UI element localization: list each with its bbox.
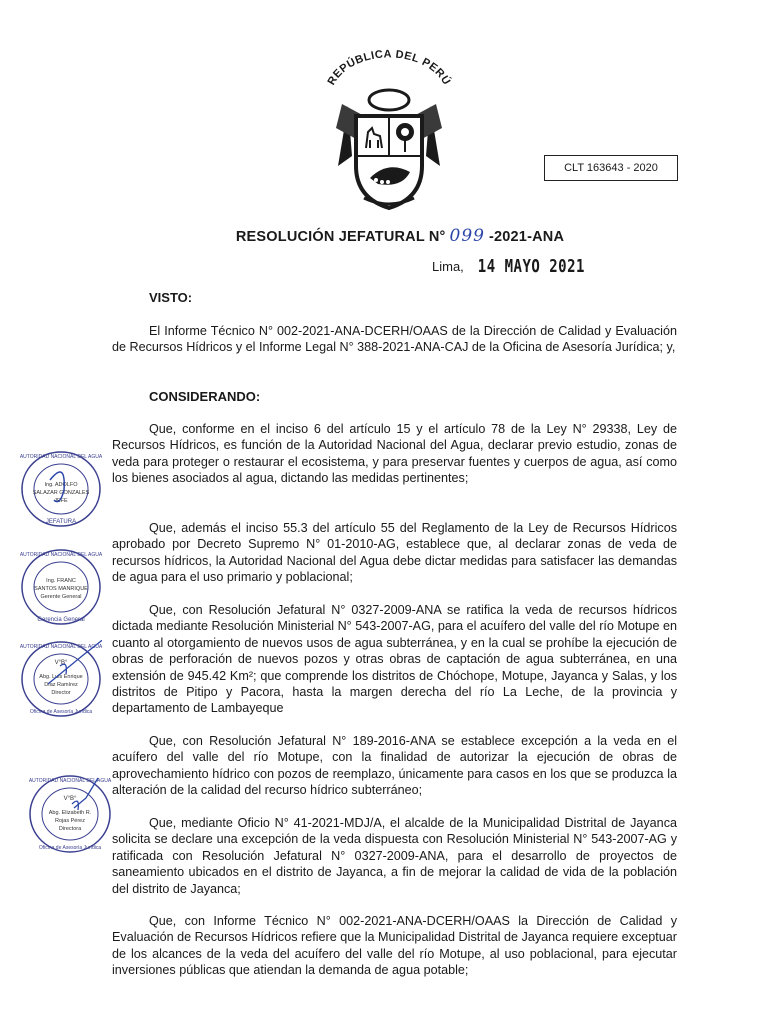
considerando-paragraph-4: Que, con Resolución Jefatural N° 189-2016-ANA se establece excepción a la veda en el acuífero del valle del río Motupe, con la finalidad de autorizar la ejecución de obras de aprovechamiento hídrico con pozos de reemplazo, únicamente para casos en los que se produzca la alteración de la calidad del recurso hídrico subterráneo; — [112, 734, 677, 798]
seal-asesoria-juridica-1 — [20, 640, 102, 718]
visto-heading: VISTO: — [149, 290, 193, 305]
considerando-heading: CONSIDERANDO: — [149, 389, 261, 404]
considerando-paragraph-2: Que, además el inciso 55.3 del artículo 55 del Reglamento de la Ley de Recursos Hídricos aprobado por Decreto Supremo N° 01-2010-AG, establece que, al declarar zonas de veda de recursos hídricos, la Autoridad Nacional del Agua debe dictar medidas para satisfacer las demandas de agua para el uso primario y poblacional; — [112, 521, 677, 585]
considerando-paragraph-1: Que, conforme en el inciso 6 del artículo 15 y el artículo 78 de la Ley N° 29338, Ley de Recursos Hídricos, es función de la Autoridad Nacional del Agua, declarar previo estudio, zonas de veda para proteger o restaurar el ecosistema, y para preservar fuentes y cuerpos de agua, así como los bienes asociados al agua, dictando las medidas pertinentes; — [112, 422, 677, 486]
considerando-paragraph-3: Que, con Resolución Jefatural N° 0327-2009-ANA se ratifica la veda de recursos hídricos dictada mediante Resolución Ministerial N° 543-2007-AG, para el acuífero del valle del río Motupe en cuanto al otorgamiento de nuevos usos de agua subterránea, y en la cual se prohíbe la ejecución de obras de perforación de nuevos pozos y otras obras de captación de agua subterránea, en una extensión de 945.42 Km²; que comprende los distritos de Chóchope, Motupe, Jayanca y Salas, y los distritos de Pitipo y Pacora, hasta la margen derecha del río La Leche, de la provincia y departamento de Lambayeque — [112, 603, 677, 716]
seal-jefatura — [20, 450, 102, 528]
date-stamp: 14 MAYO 2021 — [477, 257, 585, 277]
seal-gerencia-general — [20, 548, 102, 626]
svg-text:Rojas Pérez: Rojas Pérez — [55, 818, 85, 824]
date-line — [432, 259, 585, 275]
svg-text:REPÚBLICA DEL PERÚ — [325, 48, 453, 87]
svg-text:Gerente General: Gerente General — [40, 594, 82, 600]
svg-text:Díaz Ramírez: Díaz Ramírez — [44, 682, 78, 688]
svg-text:V°B°: V°B° — [63, 796, 77, 802]
peru-coat-of-arms — [318, 48, 460, 214]
resolution-title — [0, 226, 768, 246]
visto-paragraph: El Informe Técnico N° 002-2021-ANA-DCERH/OAAS de la Dirección de Calidad y Evaluación de Recursos Hídricos y el Informe Legal N° 388-2021-ANA-CAJ de la Oficina de Asesoría Jurídica; y, — [112, 324, 677, 355]
country-arc-text: REPÚBLICA DEL PERÚ — [325, 48, 453, 88]
svg-text:Director: Director — [51, 690, 71, 696]
svg-text:Abg. Elizabeth R.: Abg. Elizabeth R. — [48, 810, 92, 816]
svg-text:Ing. FRANC: Ing. FRANC — [46, 578, 76, 584]
svg-text:JEFE: JEFE — [54, 498, 68, 504]
considerando-paragraph-6: Que, con Informe Técnico N° 002-2021-ANA-DCERH/OAAS la Dirección de Calidad y Evaluación de Recursos Hídricos refiere que la Municipalidad Distrital de Jayanca requiere exceptuar de los alcances de la veda del acuífero del valle del río Motupe, al uso poblacional, para ejecutar inversiones públicas que atiendan la demanda de agua potable; — [112, 914, 677, 978]
handwritten-resolution-number: 099 — [449, 226, 485, 246]
svg-text:V°B°: V°B° — [54, 660, 68, 666]
title-prefix: RESOLUCIÓN JEFATURAL N° — [235, 229, 446, 245]
svg-text:SALAZAR GONZALES: SALAZAR GONZALES — [32, 490, 90, 496]
svg-text:Abg. Luis Enrique: Abg. Luis Enrique — [39, 674, 83, 680]
svg-text:SANTOS MANRIQUE: SANTOS MANRIQUE — [34, 586, 88, 592]
date-place: Lima, — [432, 259, 464, 274]
svg-text:AUTORIDAD NACIONAL DEL AGUA: AUTORIDAD NACIONAL DEL AGUA — [20, 552, 102, 558]
svg-text:Gerencia General: Gerencia General — [37, 617, 85, 623]
svg-text:Oficina de Asesoría Jurídica: Oficina de Asesoría Jurídica — [38, 845, 102, 851]
seal-asesoria-juridica-2 — [28, 774, 112, 854]
svg-text:JEFATURA: JEFATURA — [45, 519, 77, 525]
considerando-paragraph-5: Que, mediante Oficio N° 41-2021-MDJ/A, el alcalde de la Municipalidad Distrital de Jayanca solicita se declare una excepción de la veda dispuesta con Resolución Ministerial N° 543-2007-AG y ratificada con Resolución Jefatural N° 0327-2009-ANA, para el desarrollo de proyectos de saneamiento ubicados en el distrito de Jayanca, a fin de mejorar la calidad de vida de la población del distrito de Jayanca; — [112, 816, 677, 896]
svg-text:AUTORIDAD NACIONAL DEL AGUA: AUTORIDAD NACIONAL DEL AGUA — [20, 454, 102, 460]
svg-text:AUTORIDAD NACIONAL DEL AGUA: AUTORIDAD NACIONAL DEL AGUA — [20, 644, 102, 650]
svg-text:AUTORIDAD NACIONAL DEL AGUA: AUTORIDAD NACIONAL DEL AGUA — [28, 778, 112, 784]
svg-text:Ing. ADOLFO: Ing. ADOLFO — [44, 482, 78, 488]
title-suffix: -2021-ANA — [488, 229, 565, 245]
reference-code-box: CLT 163643 - 2020 — [544, 155, 678, 181]
svg-text:Directora: Directora — [58, 826, 82, 832]
svg-text:Oficina de Asesoría Jurídica: Oficina de Asesoría Jurídica — [29, 709, 93, 715]
